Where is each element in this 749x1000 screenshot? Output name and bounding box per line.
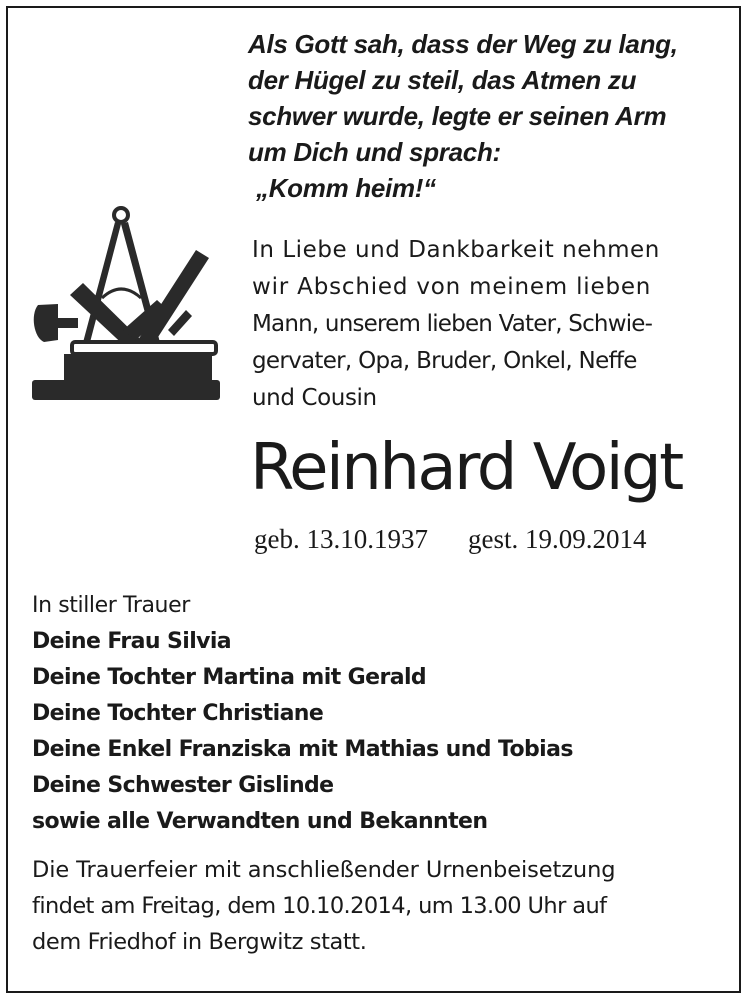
mourner-line: Deine Frau Silvia [32, 629, 232, 654]
service-line: Die Trauerfeier mit anschließender Urnenbeisetzung [32, 857, 616, 883]
mourners-list [32, 588, 722, 840]
carpenter-tools-icon [28, 200, 224, 410]
poem-line: der Hügel zu steil, das Atmen zu [248, 65, 637, 95]
service-line: dem Friedhof in Bergwitz statt. [32, 929, 367, 955]
mourners-heading: In stiller Trauer [32, 593, 190, 618]
poem-line: um Dich und sprach: [248, 137, 501, 167]
mourner-line: Deine Schwester Gislinde [32, 773, 334, 798]
death-date: gest. 19.09.2014 [467, 524, 647, 554]
poem-line: Als Gott sah, dass der Weg zu lang, [248, 29, 678, 59]
mourner-line: sowie alle Verwandten und Bekannten [32, 809, 488, 834]
farewell-line: Mann, unserem lieben Vater, Schwie- [252, 311, 653, 337]
farewell-text [252, 232, 717, 417]
farewell-line: gervater, Opa, Bruder, Onkel, Neffe [252, 348, 637, 374]
funeral-service-notice [32, 852, 720, 960]
life-dates [254, 519, 724, 559]
service-line: findet am Freitag, dem 10.10.2014, um 13.00 Uhr auf [32, 893, 607, 919]
farewell-line: wir Abschied von meinem lieben [252, 274, 652, 300]
farewell-line: und Cousin [252, 385, 377, 411]
deceased-name: Reinhard Voigt [250, 431, 682, 505]
memorial-poem [248, 26, 718, 206]
mourner-line: Deine Tochter Christiane [32, 701, 324, 726]
mourner-line: Deine Enkel Franziska mit Mathias und Tobias [32, 737, 573, 762]
farewell-line: In Liebe und Dankbarkeit nehmen [252, 237, 660, 263]
poem-line: schwer wurde, legte er seinen Arm [248, 101, 667, 131]
mourner-line: Deine Tochter Martina mit Gerald [32, 665, 427, 690]
poem-line: „Komm heim!“ [256, 173, 436, 203]
birth-date: geb. 13.10.1937 [254, 524, 428, 554]
